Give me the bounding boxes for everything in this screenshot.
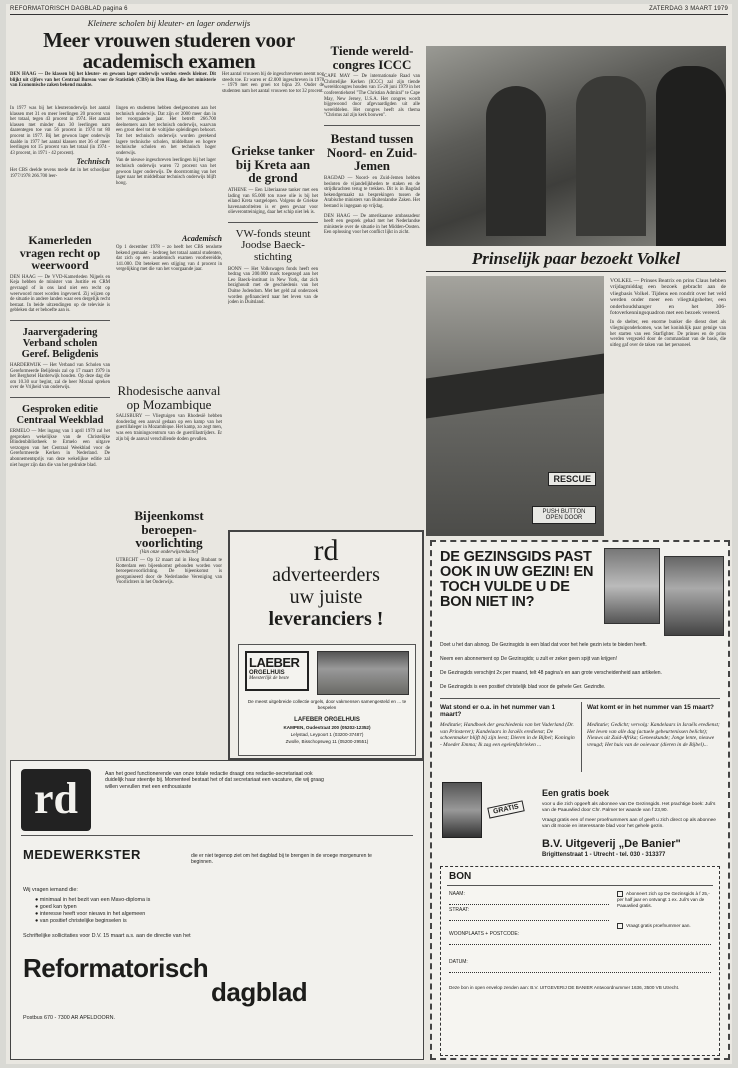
opt2-label: Vraagt gratis proefnummer aan. [626, 923, 691, 929]
field-datum-label: DATUM: [449, 959, 468, 965]
rd-logo-block: rd [21, 769, 91, 831]
lead-col2b-text: Van de nieuwe ingeschreven leerlingen bij het lager technisch onderwijs waren 72 procent van het gewoon lager onderwijs. De doorstroming van het lager naar het middelbaar technisch onderwijs blijft hoog. [116, 158, 216, 186]
checkbox-proef[interactable] [617, 923, 623, 929]
volkel-text2: In de shelter, een enorme bunker die dienst doet als vliegtuigonderkomen, was het koninklijk paar getuige van het starten van een Starfighter. De prinses en de prins werden vergezeld door de commandant van de basis, die uitleg gaf over de taken van het personeel. [610, 320, 726, 348]
organ-image [317, 651, 409, 695]
publisher-name: B.V. Uitgeverij „De Banier" [542, 838, 681, 850]
ad-rd-advertisers [228, 530, 424, 760]
tiende-headline: Tiende wereld-congres ICCC [330, 44, 414, 72]
naam-input[interactable] [449, 897, 609, 905]
bijeen-article [116, 509, 222, 639]
laeber-tagline: Meesterlijk de beste [249, 676, 289, 681]
volkel-headline: Prinselijk paar bezoekt Volkel [471, 250, 681, 268]
header-left: REFORMATORISCH DAGBLAD pagina 6 [10, 6, 128, 12]
lead-col3 [222, 72, 324, 94]
vacature-apply: Schriftelijke sollicitaties voor D.V. 15 maart a.s. aan de directie van het [23, 933, 191, 939]
gids-p4: De Gezinsgids is een positief christelijk blad voor de gehele Ger. Gezindte. [440, 684, 606, 690]
req-item: ● van positief christelijke beginselen is [35, 918, 127, 924]
rhodes-headline: Rhodesische aanval op Mozambique [117, 384, 221, 412]
book-cover [442, 782, 482, 838]
header-right: ZATERDAG 3 MAART 1979 [649, 6, 728, 12]
gids-col2-title: Wat komt er in het nummer van 15 maart? [587, 704, 714, 711]
third-column [228, 144, 318, 524]
lead-sub-technisch: Technisch [76, 157, 110, 167]
ad-gezinsgids [430, 540, 730, 1060]
checkbox-abonnee[interactable] [617, 891, 623, 897]
photo-starfighter [426, 276, 604, 536]
option-proef[interactable] [617, 923, 717, 929]
req-item: ● interesse heeft voor nieuws in het algemeen [35, 911, 146, 917]
left-column [10, 234, 110, 834]
lead-col2 [116, 106, 216, 186]
woon-input[interactable] [449, 937, 711, 945]
ad-rd-line1: adverteerders [272, 564, 380, 586]
field-naam-label: NAAM: [449, 891, 465, 897]
gids-p2: Neem een abonnement op De Gezinsgids; u zult er zeker geen spijt van krijgen! [440, 656, 618, 662]
laeber-address: KAMPEN, Oudestraat 200 (05202-12352) [283, 725, 371, 730]
gesproken-headline: Gesproken editie Centraal Weekblad [16, 403, 104, 426]
bijeen-headline: Bijeenkomst beroepen-voorlichting [134, 509, 204, 551]
ad-laeber [238, 644, 416, 756]
rescue-sign: RESCUE [548, 472, 596, 486]
academisch-block [116, 234, 222, 384]
vacature-reqs [35, 897, 150, 925]
bestand-text: BAGDAD — Noord- en Zuid-Jemen hebben besloten de vijandelijkheden te staken en de strijdkrachten terug te trekken. Dit is in Bagdad bekendgemaakt na besprekingen tussen de Arabische ministers van Buitenlandse Zaken. Het bestand is ingegaan op vrijdag. [324, 175, 420, 209]
publisher-address: Brigittenstraat 1 - Utrecht - tel. 030 - 313377 [542, 852, 666, 858]
gids-col2-text: Meditatie; Gedicht; vervolg: Kandelaars in Israëls eredienst; Het leven van alle dag (actuele gebeurtenissen belicht); Nieuws uit Zuid-Afrika; Geneeskunde; Jonge lente, nieuwe vreugd; Het huis van de ooievaar (dieren in de Bijbel)... [587, 722, 720, 748]
jaar-headline: Jaarvergadering Verband scholen Geref. Beligdenis [21, 326, 99, 360]
bon-footer: Deze bon in open envelop zenden aan: B.V. UITGEVERIJ DE BANIER Antwoordnummer 1636, 3500 VB Utrecht. [449, 985, 680, 990]
laeber-brand: LAEBER [249, 655, 300, 670]
laeber-text: De meest uitgebreide collectie orgels, door vakmensen samengesteld en ... te bespelen [247, 699, 407, 710]
lead-col2c-text: Op 1 december 1978 – zo heeft het CBS tenslotte bekend gemaakt – bedroeg het totaal aantal studenten, dat zich op een academisch examen voorbereidde, 141.000. Dit betekent een stijging van 4 procent in vergelijking met die van het voorgaande jaar. [116, 245, 222, 273]
volkel-text: VOLKEL — Prinses Beatrix en prins Claus hebben vrijdagmiddag een bezoek gebracht aan de vliegbasis Volkel. Tijdens een rondrit over het veld werden onder meer een vliegtuigshelter, een onderhoudshanger en het 306-fotoverkenningsquadron met een bezoek vereerd. [610, 278, 726, 317]
rhodes-article [116, 384, 222, 504]
gratis-text2: Vraagt gratis een of meer proefnummers aan of geeft u zich direct op als abonnee van dit mooie en interessante blad voor het gehele gezin. [542, 818, 716, 829]
laeber-address3: Zwolle, Bisschopsweg 11 (05200-29551) [285, 739, 369, 744]
bijeen-kicker: (Van onze onderwijsredactie) [139, 549, 199, 555]
laeber-address2: Lelystad, Leypoort 1 (03200-37487) [290, 732, 364, 737]
field-straat-label: STRAAT: [449, 907, 470, 913]
opt1-label: Abonneert zich op De Gezinsgids à f 25,- per half jaar en ontvangt 1 ex. Juli's van de Paauwlied gratis. [617, 891, 710, 909]
jaar-text: HARDERWIJK — Het Verband van Scholen van Gereformeerde Belijdenis zal op 17 maart 1979 in het Berghotel Harderwijk houden. Op deze dag die om 10.30 uur begint, zal de heer Moraal spreken over de Vrijheid van onderwijs. [10, 362, 110, 391]
tanker-headline: Griekse tanker bij Kreta aan de grond [231, 144, 315, 186]
lead-col1-text: In 1977 was bij het kleuteronderwijs het aantal klassen met 31 en meer leerlingen 20 procent van het totaal, tegen 43 procent in 1974. Het aantal klassen met minder dan 30 leerlingen nam daarentegen toe van 56 procent in 1974 tot 80 procent in 1977. Bij het gewoon lager onderwijs daalde in 1977 het aantal klassen met 36 of meer leerlingen tot 15 procent van het totaal (in 1974 - 43 procent, in 1971 - 42 procent). [10, 106, 110, 156]
volkel-article [610, 278, 726, 538]
req-item: ● minimaal in het bezit van een Mavo-diploma is [35, 897, 151, 903]
ad-rd-big: rd [313, 534, 339, 567]
lead-col1 [10, 106, 110, 179]
gids-col1-text: Meditatie; Handboek der geschiedenis van het Vaderland (Dr. van Prinsterer); Kandelaars in Israëls eredienst; De schoenmaker blijft bij zijn leest; Dieren in de Bijbel; Koningin - Moeder Emma; Ik zag een egelenfabrieken ... [440, 722, 575, 748]
rhodes-text: SALISBURY — Vliegtuigen van Rhodesië hebben donderdag een aanval gedaan op een kamp van het guerrillaleger in Mozambique. Het kamp, zo zegt men, was een trainingscentrum van de guerrillastrijders. Er zijn bij de aanval verschillende doden gevallen. [116, 414, 222, 442]
ad-vacature [10, 760, 424, 1060]
bon-title: BON [449, 871, 472, 882]
gids-headline: DE GEZINSGIDS PAST OOK IN UW GEZIN! EN TOCH VULDE U DE BON NIET IN? [440, 549, 594, 610]
lead-headline: Meer vrouwen studeren voor academisch examen [43, 28, 295, 73]
photo-prince-couple [426, 46, 726, 246]
field-woonplaats[interactable] [449, 931, 711, 945]
straat-input[interactable] [449, 913, 609, 921]
laeber-logo [245, 651, 309, 691]
tanker-text: ATHENE — Een Liberiaanse tanker met een lading van 85.000 ton ruwe olie is bij het eiland Kreta vastgelopen. Volgens de Griekse havenautoriteiten is er geen gevaar voor olieverontreiniging, daar het schip niet lek is. [228, 187, 318, 216]
ad-rd-line3: leveranciers ! [268, 608, 384, 630]
vw-headline: VW-fonds steunt Joodse Baeck-stichting [235, 227, 311, 263]
lead-col1b-text: Het CBS deelde tevens mede dat in het schooljaar 1977/1978 266.700 leer- [10, 167, 110, 179]
field-naam[interactable] [449, 891, 609, 905]
vacature-ask: Wij vragen iemand die: [23, 887, 78, 893]
rd-logo-text2: dagblad [211, 977, 308, 1007]
lead-sub-academisch: Academisch [182, 234, 222, 243]
vacature-intro: Aan het goed functionerende van onze totale redactie draagt ons redactie-secretariaat ook duidelijk haar steentje bij. Momenteel bestaat het of dat secretariaat een vacature, die wij graag willen vervullen met een enthousiaste [105, 771, 324, 790]
gratis-text: voor u die zich opgeeft als abonnee van De Gezinsgids. Het prachtige boek: Juli's van de Paauwlied door Chr. Palmer ter waarde van f 23,90. [542, 802, 716, 813]
vacature-title: MEDEWERKSTER [23, 847, 141, 862]
field-straat[interactable] [449, 907, 609, 921]
lead-kicker: Kleinere scholen bij kleuter- en lager onderwijs [87, 18, 251, 28]
bijeen-text: UTRECHT — Op 12 maart zal in Hoog Brabant te Rotterdam een bijeenkomst gehouden worden voor beroepenvoorlichting. De bijeenkomst is georganiseerd door de Nederlandse Vereniging van Voorlichters in het Onderwijs. [116, 557, 222, 586]
gratis-stamp: GRATIS [487, 800, 524, 818]
gids-p1: Doet u het dan alsnog. De Gezinsgids is een blad dat voor het hele gezin iets te bieden heeft. [440, 642, 647, 648]
gratis-title: Een gratis boek [542, 788, 610, 798]
field-datum[interactable] [449, 959, 711, 973]
gesproken-text: ERMELO — Met ingang van 1 april 1979 zal het gesproken wekelijkse van de Christelijke Blindenbibliotheek te Ermelo een uitgave verzorgen van het Centraal Weekblad voor de Gereformeerde Kerken in Nederland. De abonnementsprijs van deze wekelijkse editie zal niet hoger zijn dan die van het gedrukte blad. [10, 428, 110, 468]
laeber-name: LAFEBER ORGELHUIS [294, 717, 360, 723]
tiende-text: CAPE MAY — De internationale Raad van Christelijke Kerken (ICCC) zal zijn tiende wereldcongres houden van 15-28 juni 1979 in het conferentiehotel "The Christian Admiral" te Cape May, New Jersey, U.S.A. Het congres wordt bijgewoond door afgevaardigden uit alle werelddelen. Het congres heeft als thema "Christus zal zijn kerk bouwen". [324, 74, 420, 119]
bestand-headline: Bestand tussen Noord- en Zuid-Jemen [326, 131, 418, 174]
newspaper-page [6, 4, 732, 1064]
laeber-brand-sub: ORGELHUIS [249, 670, 285, 676]
option-abonnee[interactable] [617, 891, 717, 909]
vacature-desc: die er niet tegenop ziet om het dagblad bij te brengen in de vroege morgenuren te beginnen. [191, 853, 372, 865]
pushbutton-sign: PUSH BUTTON OPEN DOOR [532, 506, 596, 524]
req-item: ● goed kan typen [35, 904, 77, 910]
field-woon-label: WOONPLAATS + POSTCODE: [449, 931, 520, 937]
kamer-text: DEN HAAG — De VVD-Kamerleden Nijpels en Keja hebben de minister van Justitie en CRM gevraagd of in ons land niet een recht op weerwoord moet worden ingevoerd. Zij wijzen op de situatie in andere landen waar een dergelijk recht bestaat. In beide uitzendingen op de televisie is gebleken dat er behoefte aan is. [10, 274, 110, 314]
volkel-headline-wrap [426, 250, 726, 272]
gids-cover-1 [604, 548, 660, 624]
datum-input[interactable] [449, 965, 711, 973]
kamer-headline: Kamerleden vragen recht op weerwoord [19, 234, 101, 273]
gids-p3: De Gezinsgids verschijnt 2x per maand, telt 48 pagina's en aan grote verscheidenheid aan artikelen. [440, 670, 662, 676]
bon-form[interactable] [440, 866, 720, 1056]
lead-col3-text: Het aantal vrouwen bij de ingeschrevenen neemt nog steeds toe. Er waren er 42.000 ingeschreven in 1978 – 1979 met een groei tot bijna 29. Onder de studenten nam het aantal vrouwen toe tot 32 procent. [222, 72, 324, 94]
lead-intro: DEN HAAG — De klassen bij het kleuter- en gewoon lager onderwijs worden steeds kleiner. Dit blijkt uit cijfers van het Centraal Bureau voor de Statistiek (CBS) in Den Haag, die het ministerie van Economische zaken bekend maakte. [10, 72, 216, 89]
vacature-address: Postbus 670 - 7300 AR APELDOORN. [23, 1015, 115, 1021]
ad-rd-line2: uw juiste [289, 586, 363, 608]
fourth-column [324, 44, 420, 534]
vw-text: BONN — Het Volkswagen fonds heeft een bedrag van 200.000 mark toegezegd aan het Leo Baeck-instituut in New York, dat zich bezighoudt met de geschiedenis van het Duitse Jodendom. Met het geld zal onderzoek worden gefinancierd naar het leven van de joden in Duitsland. [228, 266, 318, 306]
lead-col2-text: lingen en studenten hebben deelgenomen aan het technisch onderwijs. Dat zijn er 2000 meer dan in het voorgaande jaar. Het betreft 266.700 deelnemers aan het technisch onderwijs, waarvan een groot deel tot de voltijdse opleidingen behoort. Tot het technisch onderwijs worden gerekend lagere technische scholen, middelbare en hogere technische scholen en het technisch hoger onderwijs. [116, 106, 216, 156]
page-header [10, 6, 728, 15]
rd-logo-text1: Reformatorisch [23, 953, 209, 983]
bestand-text2: DEN HAAG — De amerikaanse ambassadeur heeft een gesprek gehad met het Nederlandse ministerie over de situatie in het Midden-Oosten. Een oplossing voor het conflict lijkt in zicht. [324, 213, 420, 236]
gids-cover-2 [664, 556, 724, 636]
gids-col1-title: Wat stond er o.a. in het nummer van 1 maart? [440, 704, 556, 718]
